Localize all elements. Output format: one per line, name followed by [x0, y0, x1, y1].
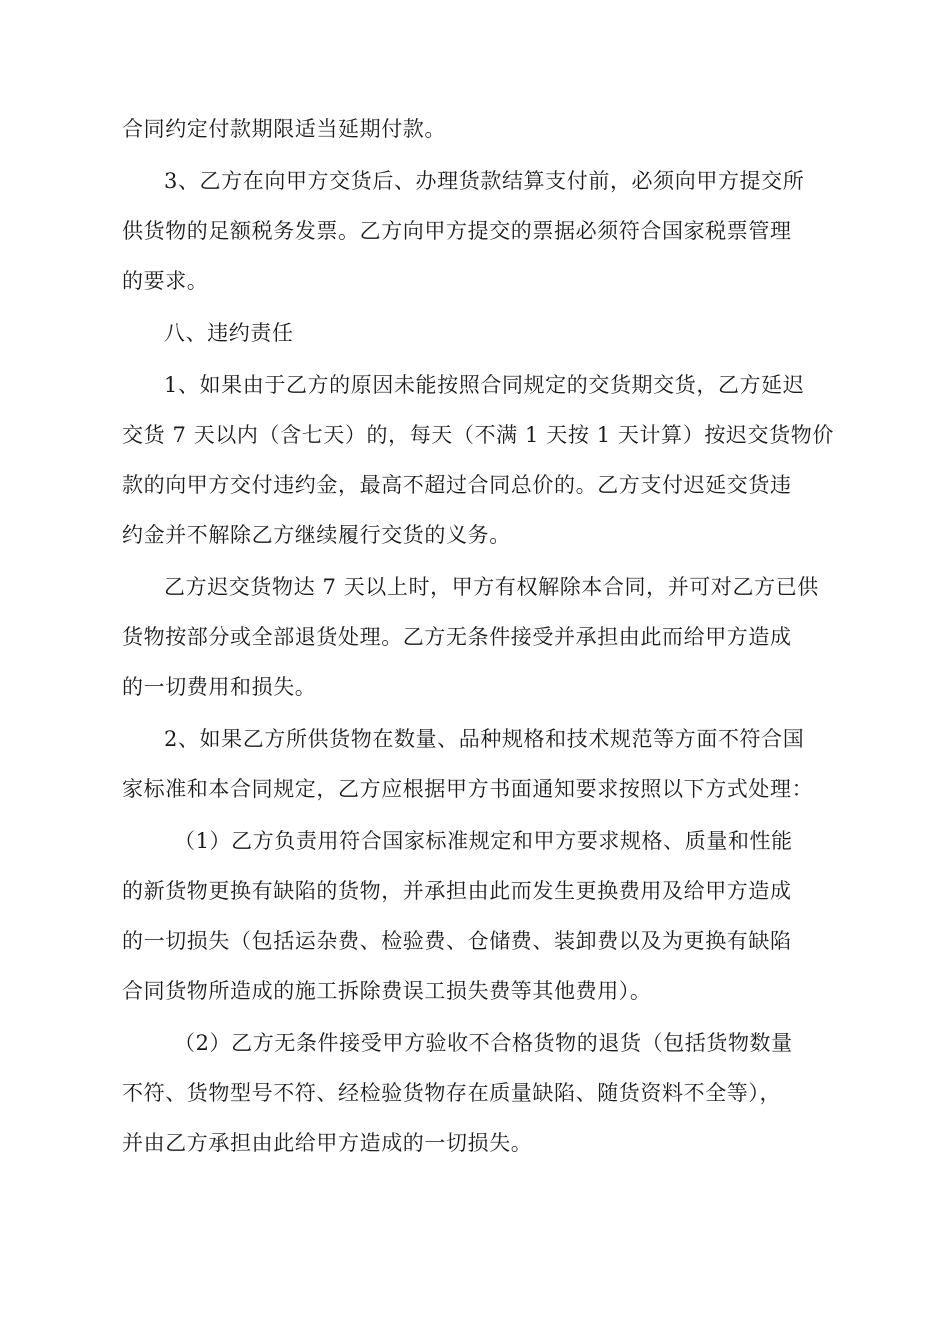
text-line: 合同约定付款期限适当延期付款。 — [122, 117, 446, 141]
text-line: （2）乙方无条件接受甲方验收不合格货物的退货（包括货物数量 — [174, 1031, 793, 1055]
paragraph-payment-extension — [122, 104, 838, 154]
text-line: 家标准和本合同规定，乙方应根据甲方书面通知要求按照以下方式处理： — [122, 777, 814, 801]
text-line: 不符、货物型号不符、经检验货物存在质量缺陷、随货资料不全等）， — [122, 1081, 782, 1105]
text-line: 的要求。 — [122, 269, 209, 293]
text-line: 的一切费用和损失。 — [122, 675, 317, 699]
text-line: 供货物的足额税务发票。乙方向甲方提交的票据必须符合国家税票管理 — [122, 219, 792, 243]
text-line: 八、违约责任 — [164, 321, 294, 345]
section-heading-breach-liability — [122, 308, 838, 358]
text-line: 乙方迟交货物达 7 天以上时，甲方有权解除本合同，并可对乙方已供 — [164, 575, 819, 599]
text-line: （1）乙方负责用符合国家标准规定和甲方要求规格、质量和性能 — [174, 829, 793, 853]
paragraph-termination-right — [122, 562, 838, 712]
text-line: 2、如果乙方所供货物在数量、品种规格和技术规范等方面不符合国 — [164, 727, 805, 751]
text-line: 约金并不解除乙方继续履行交货的义务。 — [122, 523, 511, 547]
paragraph-remedy-return — [122, 1018, 838, 1168]
text-line: 的新货物更换有缺陷的货物，并承担由此而发生更换费用及给甲方造成 — [122, 879, 792, 903]
document-body — [122, 104, 838, 1170]
text-line: 1、如果由于乙方的原因未能按照合同规定的交货期交货，乙方延迟 — [164, 373, 805, 397]
text-line: 货物按部分或全部退货处理。乙方无条件接受并承担由此而给甲方造成 — [122, 625, 792, 649]
text-line: 合同货物所造成的施工拆除费误工损失费等其他费用）。 — [122, 979, 652, 1003]
paragraph-remedy-replacement — [122, 816, 838, 1016]
text-line: 3、乙方在向甲方交货后、办理货款结算支付前，必须向甲方提交所 — [164, 169, 805, 193]
paragraph-nonconforming-goods — [122, 714, 838, 814]
text-line: 并由乙方承担由此给甲方造成的一切损失。 — [122, 1131, 533, 1155]
paragraph-invoice-requirement — [122, 156, 838, 306]
text-line: 款的向甲方交付违约金，最高不超过合同总价的。乙方支付迟延交货违 — [122, 473, 792, 497]
text-line: 交货 7 天以内（含七天）的，每天（不满 1 天按 1 天计算）按迟交货物价 — [122, 423, 834, 447]
text-line: 的一切损失（包括运杂费、检验费、仓储费、装卸费以及为更换有缺陷 — [122, 929, 792, 953]
paragraph-late-delivery — [122, 360, 838, 560]
